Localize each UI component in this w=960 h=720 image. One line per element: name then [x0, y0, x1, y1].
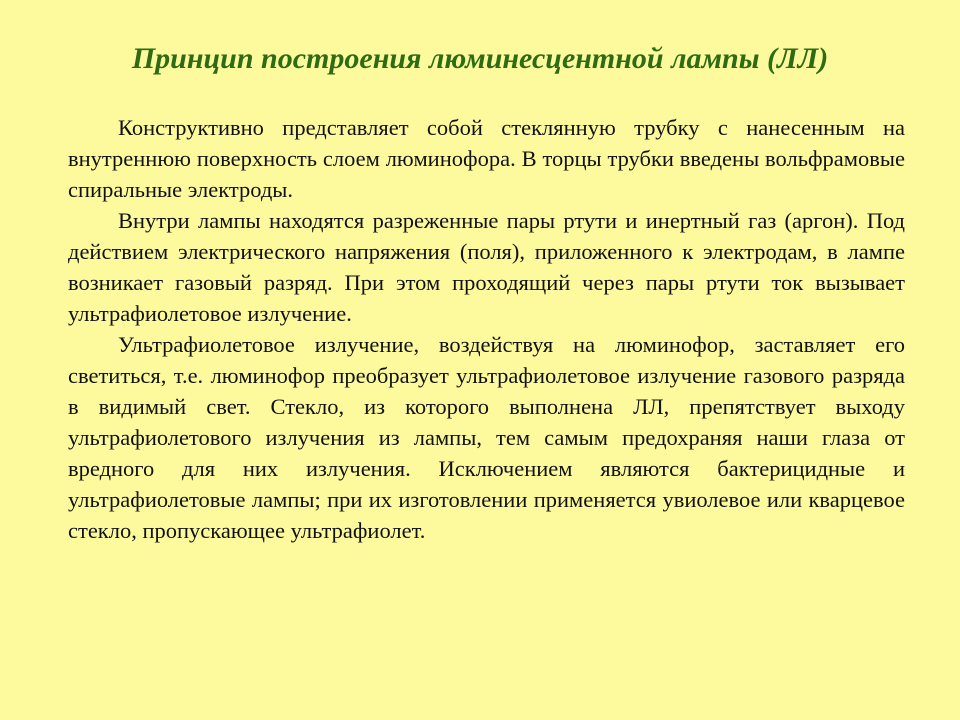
paragraph-construction: Конструктивно представляет собой стеклянную трубку с нанесенным на внутреннюю поверхность слоем люминофора. В торцы трубки введены вольфрамовые спиральные электроды.: [68, 115, 905, 202]
slide-title: Принцип построения люминесцентной лампы (ЛЛ): [131, 42, 829, 75]
paragraph-gas-discharge: Внутри лампы находятся разреженные пары ртути и инертный газ (аргон). Под действием электрического напряжения (поля), приложенного к электродам, в лампе возникает газовый разряд. При этом проходящий через пары ртути ток вызывает ультрафиолетовое излучение.: [68, 208, 905, 326]
paragraph-phosphor-conversion: Ультрафиолетовое излучение, воздействуя на люминофор, заставляет его светиться, т.е. люминофор преобразует ультрафиолетовое излучение газового разряда в видимый свет. Стекло, из которого выполнена ЛЛ, препятствует выходу ультрафиолетового излучения из лампы, тем самым предохраняя наши глаза от вредного для них излучения. Исключением являются бактерицидные и ультрафиолетовые лампы; при их изготовлении применяется увиолевое или кварцевое стекло, пропускающее ультрафиолет.: [68, 332, 905, 543]
slide-body: [68, 112, 905, 546]
